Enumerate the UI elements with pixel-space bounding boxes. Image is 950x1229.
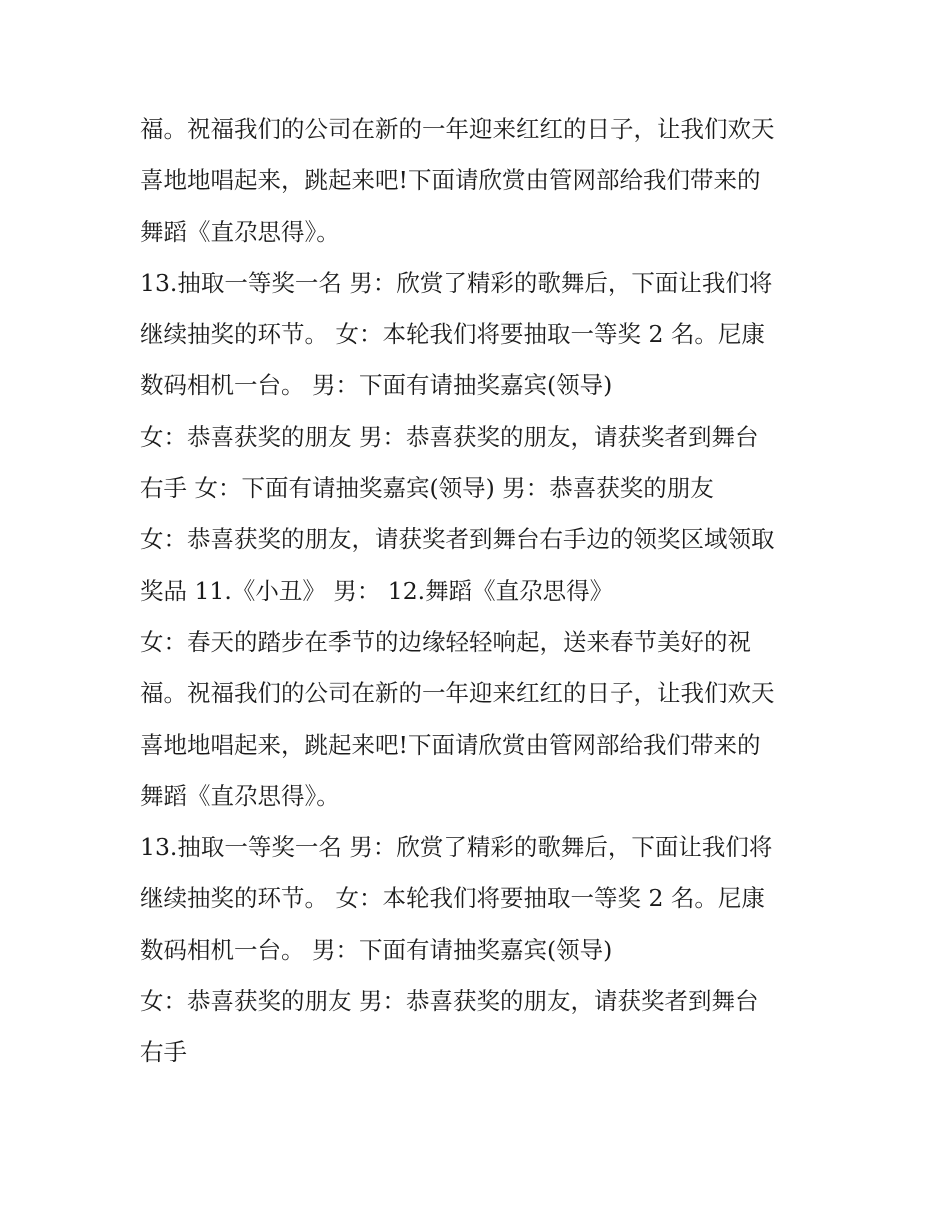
body-text xyxy=(140,104,840,1079)
text-line: 13.抽取一等奖一名 男：欣赏了精彩的歌舞后，下面让我们将 xyxy=(140,833,773,862)
text-line: 福。祝福我们的公司在新的一年迎来红红的日子，让我们欢天 xyxy=(140,679,775,708)
text-line: 女：恭喜获奖的朋友，请获奖者到舞台右手边的领奖区域领取 xyxy=(140,525,775,554)
text-line: 福。祝福我们的公司在新的一年迎来红红的日子，让我们欢天 xyxy=(140,115,775,143)
text-line: 奖品 11.《小丑》 男： 12.舞蹈《直尕思得》 xyxy=(140,576,614,605)
text-line: 继续抽奖的环节。 女：本轮我们将要抽取一等奖 2 名。尼康 xyxy=(140,884,765,913)
text-line: 右手 xyxy=(140,1038,187,1067)
text-line: 女：春天的踏步在季节的边缘轻轻响起，送来春节美好的祝 xyxy=(140,627,751,656)
text-line: 舞蹈《直尕思得》。 xyxy=(140,217,340,246)
text-line: 继续抽奖的环节。 女：本轮我们将要抽取一等奖 2 名。尼康 xyxy=(140,320,765,349)
text-line: 数码相机一台。 男：下面有请抽奖嘉宾(领导) xyxy=(140,371,613,400)
text-line: 13.抽取一等奖一名 男：欣赏了精彩的歌舞后，下面让我们将 xyxy=(140,268,773,297)
text-line: 女：恭喜获奖的朋友 男：恭喜获奖的朋友，请获奖者到舞台 xyxy=(140,422,759,451)
text-line: 喜地地唱起来，跳起来吧!下面请欣赏由管网部给我们带来的 xyxy=(140,730,761,759)
text-line: 女：恭喜获奖的朋友 男：恭喜获奖的朋友，请获奖者到舞台 xyxy=(140,987,759,1016)
text-line: 数码相机一台。 男：下面有请抽奖嘉宾(领导) xyxy=(140,935,613,964)
text-line: 舞蹈《直尕思得》。 xyxy=(140,781,340,810)
text-line: 喜地地唱起来，跳起来吧!下面请欣赏由管网部给我们带来的 xyxy=(140,166,761,195)
text-line: 右手 女：下面有请抽奖嘉宾(领导) 男：恭喜获奖的朋友 xyxy=(140,474,714,503)
